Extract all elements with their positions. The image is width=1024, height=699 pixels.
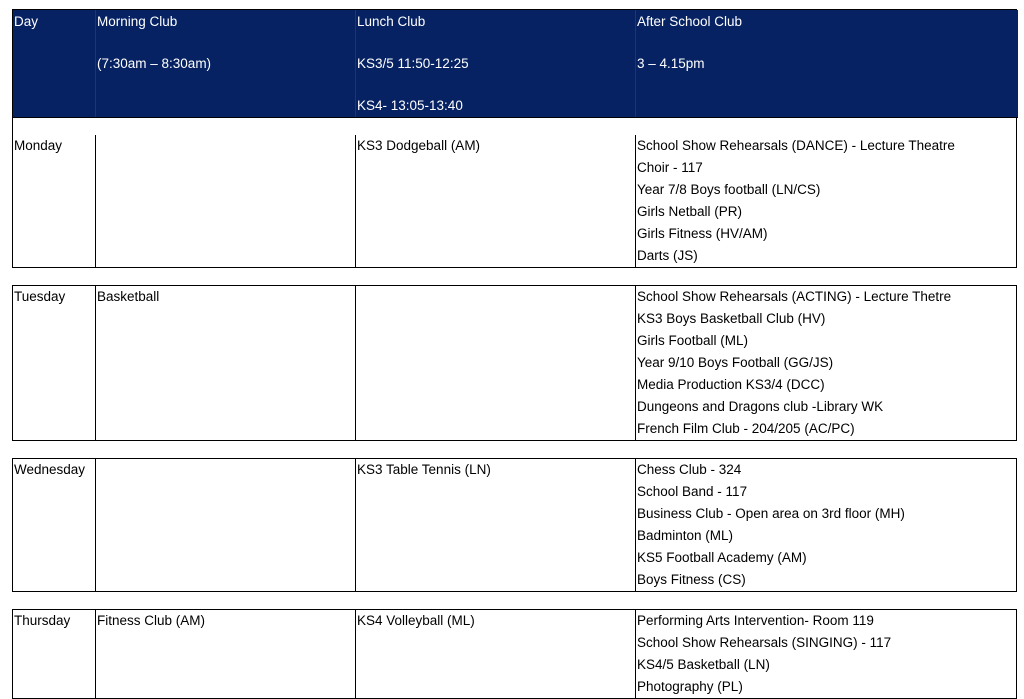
timetable-section-monday [12, 9, 1017, 268]
club-entry: Business Club - Open area on 3rd floor (MH) [637, 506, 905, 521]
after-school-cell [635, 610, 1018, 698]
day-cell: Monday [14, 138, 63, 153]
club-entry: KS5 Football Academy (AM) [637, 550, 807, 565]
header-after-time: 3 – 4.15pm [637, 56, 705, 71]
club-entry: School Show Rehearsals (SINGING) - 117 [637, 635, 892, 650]
morning-cell [95, 135, 355, 267]
header-lunch-time-ks35: KS3/5 11:50-12:25 [357, 56, 469, 71]
club-entry: Chess Club - 324 [637, 462, 742, 477]
club-entry: Girls Football (ML) [637, 333, 749, 348]
club-entry: Dungeons and Dragons club -Library WK [637, 399, 884, 414]
header-lunch-time-ks4: KS4- 13:05-13:40 [357, 98, 463, 113]
club-entry: Media Production KS3/4 (DCC) [637, 377, 825, 392]
club-entry: Boys Fitness (CS) [637, 572, 746, 587]
header-morning-time: (7:30am – 8:30am) [97, 56, 212, 71]
day-row-thursday [12, 609, 1017, 699]
lunch-cell: KS4 Volleyball (ML) [355, 610, 635, 698]
header-after-school [635, 10, 1018, 117]
club-entry: Girls Netball (PR) [637, 204, 743, 219]
club-entry: Photography (PL) [637, 679, 743, 694]
day-cell: Tuesday [14, 289, 66, 304]
header-after-title: After School Club [637, 14, 743, 29]
lunch-cell: KS3 Table Tennis (LN) [355, 459, 635, 591]
morning-cell: Fitness Club (AM) [95, 610, 355, 698]
header-lunch [355, 10, 635, 117]
club-entry: KS3 Boys Basketball Club (HV) [637, 311, 826, 326]
header-morning-title: Morning Club [97, 14, 178, 29]
club-entry: Badminton (ML) [637, 528, 734, 543]
club-entry: School Band - 117 [637, 484, 748, 499]
after-school-cell [635, 286, 1018, 440]
club-entry: Year 7/8 Boys football (LN/CS) [637, 182, 821, 197]
club-entry: French Film Club - 204/205 (AC/PC) [637, 421, 855, 436]
morning-cell: Basketball [95, 286, 355, 440]
header-lunch-title: Lunch Club [357, 14, 426, 29]
morning-cell [95, 459, 355, 591]
club-entry: Darts (JS) [637, 248, 698, 263]
day-row-monday [13, 135, 1018, 267]
club-entry: School Show Rehearsals (DANCE) - Lecture Theatre [637, 138, 955, 153]
club-entry: Choir - 117 [637, 160, 703, 175]
club-entry: KS4/5 Basketball (LN) [637, 657, 770, 672]
club-entry: Girls Fitness (HV/AM) [637, 226, 768, 241]
club-entry: Year 9/10 Boys Football (GG/JS) [637, 355, 834, 370]
day-row-tuesday [12, 285, 1017, 441]
clubs-timetable [12, 9, 1017, 699]
timetable-header-row [13, 10, 1018, 118]
lunch-cell [355, 286, 635, 440]
club-entry: Performing Arts Intervention- Room 119 [637, 613, 874, 628]
day-row-wednesday [12, 458, 1017, 592]
header-day [13, 10, 95, 117]
after-school-cell [635, 459, 1018, 591]
after-school-cell [635, 135, 1018, 267]
header-day-label: Day [14, 14, 39, 29]
lunch-cell: KS3 Dodgeball (AM) [355, 135, 635, 267]
header-morning [95, 10, 355, 117]
club-entry: School Show Rehearsals (ACTING) - Lecture Thetre [637, 289, 952, 304]
day-cell: Thursday [14, 613, 71, 628]
day-cell: Wednesday [14, 462, 86, 477]
